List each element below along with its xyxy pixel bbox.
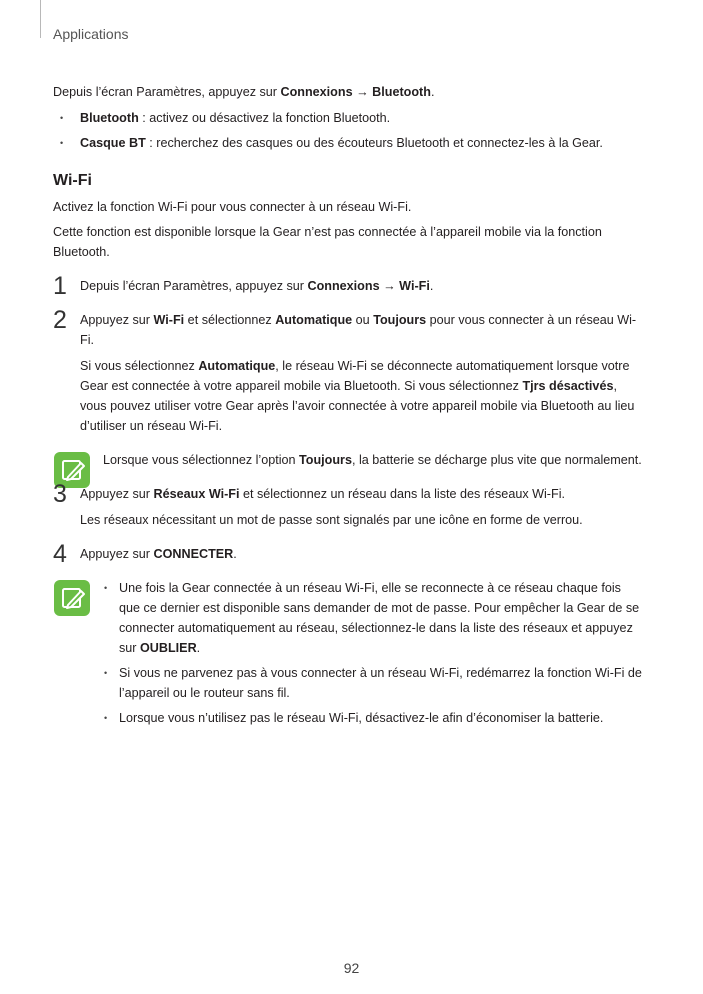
note-text-part: , la batterie se décharge plus vite que normalement. — [351, 453, 642, 467]
step-3 — [53, 480, 643, 530]
step-4 — [53, 540, 643, 568]
step-text — [80, 544, 643, 564]
step-text-part: Appuyez sur — [80, 313, 154, 327]
margin-rule — [40, 0, 41, 38]
note-text — [103, 450, 643, 470]
step-subtext-part: , le réseau Wi-Fi se déconnecte automatiquement lorsque votre Gear est connectée à votre appareil mobile via Bluetooth. Si vous sélectionnez — [80, 359, 630, 393]
list-item-text: . — [196, 641, 201, 655]
section-title-wifi: Wi-Fi — [53, 172, 92, 189]
list-item: • Si vous ne parvenez pas à vous connecter à un réseau Wi-Fi, redémarrez la fonction Wi-Fi de l’appareil ou le routeur sans fil. — [103, 663, 643, 703]
step-number: 4 — [53, 540, 67, 568]
bluetooth-options-list — [53, 108, 643, 153]
step-2 — [53, 306, 643, 436]
step-term-automatique: Automatique — [275, 313, 353, 327]
step-1 — [53, 272, 643, 300]
step-text-part: Appuyez sur — [80, 487, 154, 501]
step-text-part: ou — [352, 313, 374, 327]
note-text-part: Lorsque vous sélectionnez l’option — [103, 453, 300, 467]
page-header: Applications — [53, 26, 129, 42]
list-item-text: : recherchez des casques ou des écouteurs Bluetooth et connectez-les à la Gear. — [145, 136, 603, 150]
step-term-connecter: CONNECTER — [153, 547, 234, 561]
step-path-connexions: Connexions — [307, 279, 380, 293]
note-1 — [53, 450, 643, 470]
step-subtext-part: Si vous sélectionnez — [80, 359, 199, 373]
step-text-part: et sélectionnez un réseau dans la liste des réseaux Wi-Fi. — [239, 487, 565, 501]
step-number: 3 — [53, 480, 67, 508]
step-text-part: . — [233, 547, 237, 561]
note-pencil-icon — [54, 580, 90, 616]
intro-end: . — [430, 85, 435, 99]
step-subtext — [80, 356, 643, 436]
step-term-toujours: Toujours — [373, 313, 427, 327]
list-item-term: Casque BT — [80, 136, 146, 150]
list-item-term: Bluetooth — [80, 111, 139, 125]
step-term-tjrs-desactives: Tjrs désactivés — [522, 379, 614, 393]
intro-arrow: → — [352, 85, 373, 99]
list-item-term-oublier: OUBLIER — [140, 641, 197, 655]
step-text-end: . — [429, 279, 434, 293]
note-term-toujours: Toujours — [299, 453, 352, 467]
list-item-text: : activez ou désactivez la fonction Bluetooth. — [138, 111, 391, 125]
step-number: 2 — [53, 306, 67, 334]
step-term-automatique: Automatique — [198, 359, 276, 373]
bluetooth-intro — [53, 82, 643, 102]
intro-text: Depuis l’écran Paramètres, appuyez sur — [53, 85, 281, 99]
list-item: • Lorsque vous n’utilisez pas le réseau Wi-Fi, désactivez-le afin d’économiser la batterie. — [103, 708, 643, 728]
step-text-lead: Depuis l’écran Paramètres, appuyez sur — [80, 279, 308, 293]
intro-path-connexions: Connexions — [280, 85, 353, 99]
step-subtext-part: , vous pouvez utiliser votre Gear après l’avoir connectée à votre appareil mobile via Bluetooth au lieu d’utiliser un réseau Wi-Fi. — [80, 379, 635, 433]
note-2 — [53, 578, 643, 728]
step-number: 1 — [53, 272, 67, 300]
list-item — [53, 108, 643, 128]
step-text-part: Appuyez sur — [80, 547, 154, 561]
intro-path-bluetooth: Bluetooth — [372, 85, 431, 99]
step-text — [80, 310, 643, 350]
step-subtext: Les réseaux nécessitant un mot de passe sont signalés par une icône en forme de verrou. — [80, 513, 583, 527]
step-term-wifi: Wi-Fi — [153, 313, 185, 327]
step-arrow: → — [379, 279, 400, 293]
wifi-paragraph-2: Cette fonction est disponible lorsque la Gear n’est pas connectée à l’appareil mobile via la fonction Bluetooth. — [53, 225, 602, 259]
page-number: 92 — [343, 960, 360, 976]
step-text — [80, 484, 643, 504]
list-item-text: Une fois la Gear connectée à un réseau Wi-Fi, elle se reconnecte à ce réseau chaque fois que ce dernier est disponible sans demander de mot de passe. Pour empêcher la Gear de se connecter automatiquement au réseau, sélectionnez-le dans la liste des réseaux et appuyez sur — [119, 581, 640, 655]
step-term-reseaux-wifi: Réseaux Wi-Fi — [153, 487, 240, 501]
list-item — [103, 578, 643, 658]
page-content — [53, 82, 643, 733]
list-item — [53, 133, 643, 153]
step-text-part: et sélectionnez — [184, 313, 276, 327]
step-text — [80, 276, 643, 296]
step-path-wifi: Wi-Fi — [399, 279, 430, 293]
step-text-part: pour vous connecter à un réseau Wi-Fi. — [80, 313, 637, 347]
wifi-paragraph-1: Activez la fonction Wi-Fi pour vous connecter à un réseau Wi-Fi. — [53, 200, 412, 214]
note-list — [103, 578, 643, 728]
